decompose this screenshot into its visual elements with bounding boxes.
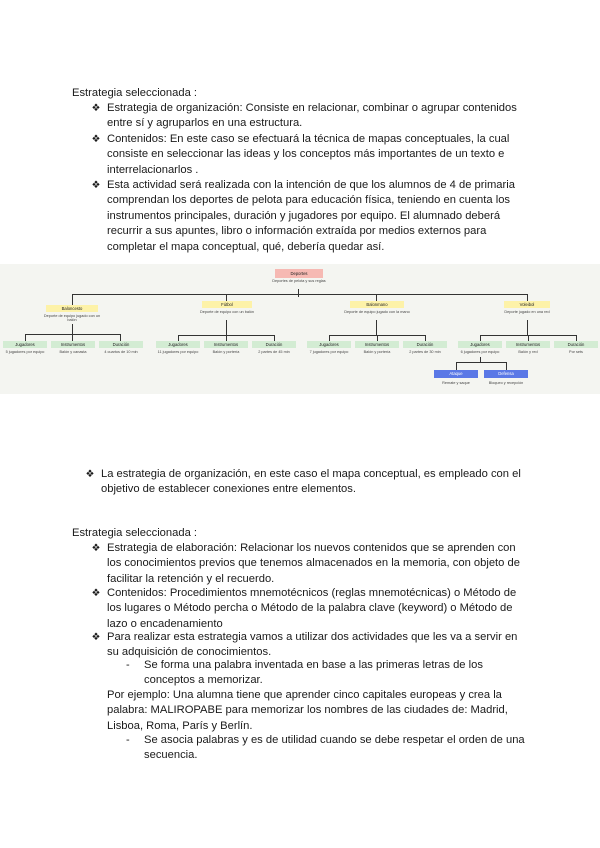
connector <box>25 334 26 341</box>
map-node-desc: 5 jugadores por equipo <box>5 350 45 354</box>
line: instrumentos principales, duración y jugadores por equipo. El alumnado deberá <box>107 209 501 222</box>
map-node: Jugadores <box>156 341 200 348</box>
line: completar el mapa conceptual, qué, debería quedar así. <box>107 240 385 253</box>
connector <box>72 324 73 334</box>
connector <box>506 362 507 370</box>
map-node: Duración <box>99 341 143 348</box>
line: Se forma una palabra inventada en base a las primeras letras de los <box>144 659 483 671</box>
line: Estrategia de elaboración: Relacionar los nuevos contenidos que se aprenden con <box>107 542 516 554</box>
line: Se asocia palabras y es de utilidad cuando se debe respetar el orden de una <box>144 734 525 746</box>
map-node: Jugadores <box>458 341 502 348</box>
line: consiste en seleccionar las ideas y los conceptos más importantes de un texto e <box>107 148 505 161</box>
map-node-desc: Por sets <box>569 350 583 354</box>
dash-marker: - <box>126 659 130 671</box>
line: Por ejemplo: Una alumna tiene que aprender cinco capitales europeas y crea la <box>107 689 502 701</box>
map-node-desc: Balón y portería <box>212 350 240 354</box>
map-branch-4: Voleibol <box>504 301 550 308</box>
map-node-desc: 6 jugadores por equipo <box>460 350 500 354</box>
map-node: Instrumentos <box>506 341 550 348</box>
bullet-organizacion <box>107 101 527 132</box>
map-node: Duración <box>403 341 447 348</box>
concept-map <box>0 264 600 394</box>
map-node: Jugadores <box>3 341 47 348</box>
line: Para realizar esta estrategia vamos a utilizar dos actividades que les va a servir en <box>107 631 518 643</box>
section1-heading: Estrategia seleccionada : <box>72 87 198 99</box>
connector <box>456 362 506 363</box>
line: secuencia. <box>144 749 198 762</box>
line: los lugares o Método percha o Método de la palabra clave (keyword) o Método de <box>107 602 513 615</box>
bullet-diamond-icon: ❖ <box>91 632 101 643</box>
map-branch-1: Baloncesto <box>46 305 98 312</box>
map-node: Instrumentos <box>51 341 95 348</box>
bullet-elaboracion <box>107 541 527 587</box>
line: entre sí y agruparlos en una estructura. <box>107 117 303 130</box>
bullet-diamond-icon: ❖ <box>91 103 101 114</box>
example-paragraph <box>107 688 527 734</box>
map-node: Defensa <box>484 370 528 378</box>
map-branch-1-desc: Deporte de equipo jugado con un balón <box>43 314 101 323</box>
map-node: Jugadores <box>307 341 351 348</box>
map-branch-3: Balonmano <box>350 301 404 308</box>
map-branch-2: Fútbol <box>202 301 252 308</box>
line: lazo o encadenamiento <box>107 617 223 630</box>
line: su adquisición de conocimientos. <box>107 646 272 659</box>
line: palabra: MALIROPABE para memorizar los nombres de las ciudades de: Madrid, <box>107 704 508 717</box>
map-node: Duración <box>554 341 598 348</box>
line: Lisboa, Roma, París y Berlín. <box>107 719 253 732</box>
map-node: Ataque <box>434 370 478 378</box>
bullet-diamond-icon: ❖ <box>91 588 101 599</box>
map-node-desc: Balón y red <box>518 350 538 354</box>
map-root: Deportes <box>275 269 323 278</box>
bullet-contenidos-2 <box>107 586 527 632</box>
bullet-actividades <box>107 630 527 661</box>
map-node-desc: Remate y saque <box>442 381 470 385</box>
map-branch-2-desc: Deporte de equipo con un balón <box>199 310 255 314</box>
connector <box>120 334 121 341</box>
map-node-desc: 2 partes de 30 min <box>409 350 441 354</box>
connector <box>527 294 528 301</box>
line: interrelacionarlos . <box>107 163 199 176</box>
bullet-diamond-icon: ❖ <box>91 180 101 191</box>
sub-item-asociacion <box>144 733 527 764</box>
map-node-desc: Balón y portería <box>363 350 391 354</box>
bullet-conclusion <box>101 467 531 498</box>
connector <box>298 289 299 297</box>
connector <box>72 334 73 341</box>
line: recurrir a sus apuntes, libro o información extraída por medios externos para <box>107 225 487 238</box>
map-node-desc: 7 jugadores por equipo <box>309 350 349 354</box>
connector <box>376 294 377 301</box>
connector <box>226 294 227 301</box>
line: facilitar la retención y el recuerdo. <box>107 572 275 585</box>
map-root-desc: Deportes de pelota y sus reglas <box>272 279 326 283</box>
line: los conocimientos previos que tenemos almacenados en la memoria, con objeto de <box>107 557 520 570</box>
line: La estrategia de organización, en este caso el mapa conceptual, es empleado con el <box>101 468 521 480</box>
line: comprendan los deportes de pelota para educación física, teniendo en cuenta los <box>107 194 511 207</box>
map-node-desc: 2 partes de 45 min <box>258 350 290 354</box>
map-node: Duración <box>252 341 296 348</box>
line: Esta actividad será realizada con la intención de que los alumnos de 4 de primaria <box>107 179 515 191</box>
bullet-actividad <box>107 178 527 255</box>
bullet-diamond-icon: ❖ <box>91 134 101 145</box>
map-node: Instrumentos <box>355 341 399 348</box>
sub-item-palabra <box>144 658 527 689</box>
line: Contenidos: Procedimientos mnemotécnicos (reglas mnemotécnicas) o Método de <box>107 587 517 599</box>
bullet-diamond-icon: ❖ <box>85 469 95 480</box>
line: Contenidos: En este caso se efectuará la técnica de mapas conceptuales, la cual <box>107 133 510 145</box>
bullet-diamond-icon: ❖ <box>91 543 101 554</box>
map-node: Instrumentos <box>204 341 248 348</box>
connector <box>527 320 528 335</box>
line: objetivo de establecer conexiones entre elementos. <box>101 483 356 496</box>
map-node-desc: Bloqueo y recepción <box>488 381 524 385</box>
connector <box>226 320 227 335</box>
map-node-desc: 4 cuartos de 10 min <box>104 350 138 354</box>
connector <box>376 320 377 335</box>
connector <box>456 362 457 370</box>
map-node-desc: Balón y canasta <box>59 350 87 354</box>
connector <box>72 294 527 295</box>
map-branch-3-desc: Deporte de equipo jugado con la mano <box>344 310 410 314</box>
map-node-desc: 11 jugadores por equipo <box>157 350 199 354</box>
dash-marker: - <box>126 734 130 746</box>
section3-heading: Estrategia seleccionada : <box>72 527 198 539</box>
line: Estrategia de organización: Consiste en relacionar, combinar o agrupar contenidos <box>107 102 517 114</box>
line: conceptos a memorizar. <box>144 674 263 687</box>
bullet-contenidos <box>107 132 527 178</box>
map-branch-4-desc: Deporte jugado en una red <box>504 310 550 314</box>
